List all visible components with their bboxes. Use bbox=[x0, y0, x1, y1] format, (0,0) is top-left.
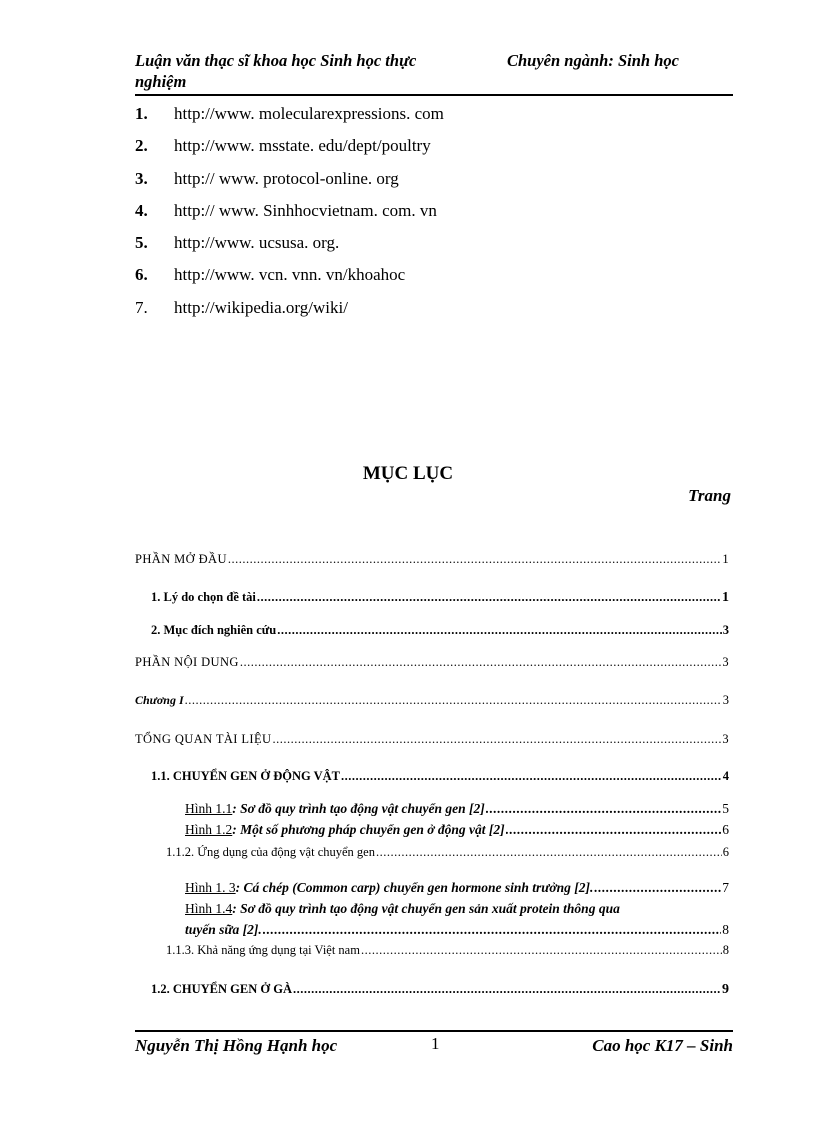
figure-key: Hình 1.4 bbox=[185, 901, 233, 916]
toc-figure-entry bbox=[185, 801, 729, 817]
reference-item bbox=[135, 168, 695, 200]
reference-url: http://www. vcn. vnn. vn/khoahoc bbox=[174, 265, 406, 285]
toc-figure-entry-first-line bbox=[185, 901, 620, 917]
page-header bbox=[135, 50, 733, 96]
toc-entry-page: 8 bbox=[722, 943, 729, 957]
reference-url: http://www. molecularexpressions. com bbox=[174, 104, 444, 123]
toc-entry-page: 1 bbox=[722, 552, 729, 566]
reference-item bbox=[135, 103, 695, 135]
reference-list bbox=[135, 103, 695, 329]
toc-entry bbox=[135, 552, 729, 567]
toc-entry-label: : Cá chép (Common carp) chuyển gen hormone sinh trưởng [2]. bbox=[235, 880, 594, 895]
page-footer bbox=[135, 1035, 733, 1080]
toc-leader bbox=[293, 982, 721, 997]
reference-url: http://www. ucsusa. org. bbox=[174, 233, 340, 253]
toc-figure-entry bbox=[185, 822, 729, 838]
figure-key: Hình 1.2 bbox=[185, 822, 233, 837]
toc-leader bbox=[277, 623, 722, 638]
toc-entry-page: 1 bbox=[722, 590, 729, 605]
toc-leader bbox=[594, 880, 721, 896]
reference-item bbox=[135, 135, 695, 167]
figure-key: Hình 1. 3 bbox=[185, 880, 236, 895]
header-rule bbox=[135, 94, 733, 96]
toc-entry bbox=[166, 943, 729, 958]
toc-entry bbox=[135, 655, 729, 670]
toc-leader bbox=[228, 552, 721, 567]
toc-entry-label: : Một số phương pháp chuyển gen ở động vật [2] bbox=[232, 822, 505, 837]
reference-item bbox=[135, 264, 695, 296]
toc-figure-entry bbox=[185, 880, 729, 896]
toc-entry bbox=[151, 590, 729, 606]
reference-url: http:// www. protocol-online. org bbox=[174, 168, 399, 188]
toc-entry-page: 9 bbox=[722, 982, 729, 997]
header-specialty: Chuyên ngành: Sinh học bbox=[507, 51, 679, 70]
toc-title: MỤC LỤC bbox=[362, 463, 454, 484]
toc-entry-page: 3 bbox=[722, 655, 729, 669]
toc-leader bbox=[272, 732, 721, 747]
toc-leader bbox=[257, 590, 721, 605]
toc-entry-label: 1. Lý do chọn đề tài bbox=[151, 590, 256, 604]
toc-entry-page: 4 bbox=[722, 769, 729, 783]
reference-item bbox=[135, 297, 695, 329]
toc-entry bbox=[135, 693, 729, 708]
toc-entry-label: 1.2. CHUYỂN GEN Ở GÀ bbox=[151, 982, 292, 996]
toc-entry-label: TỔNG QUAN TÀI LIỆU bbox=[135, 732, 272, 746]
toc-entry bbox=[151, 769, 729, 784]
footer-author: Nguyễn Thị Hồng Hạnh học bbox=[135, 1036, 338, 1055]
toc-entry-page: 8 bbox=[722, 922, 729, 937]
reference-number: 3. bbox=[135, 168, 148, 188]
reference-url: http://www. msstate. edu/dept/poultry bbox=[174, 136, 431, 156]
reference-item bbox=[135, 200, 695, 232]
toc-entry bbox=[151, 982, 729, 998]
toc-entry-page: 7 bbox=[722, 880, 729, 895]
reference-item bbox=[135, 232, 695, 264]
toc-entry-page: 3 bbox=[722, 623, 729, 637]
toc-leader bbox=[263, 922, 722, 938]
reference-url: http://wikipedia.org/wiki/ bbox=[174, 297, 348, 317]
toc-figure-entry-continuation bbox=[185, 922, 729, 938]
toc-page-column-header: Trang bbox=[688, 486, 731, 505]
toc-entry-label: 1.1. CHUYỂN GEN Ở ĐỘNG VẬT bbox=[151, 769, 341, 783]
toc-entry-page: 5 bbox=[722, 801, 729, 816]
toc-entry-page: 3 bbox=[722, 693, 729, 707]
toc-leader bbox=[506, 822, 722, 838]
reference-number: 6. bbox=[135, 265, 148, 285]
toc-entry bbox=[135, 732, 729, 747]
toc-leader bbox=[341, 769, 722, 784]
toc-entry-label-continued: tuyến sữa [2]. bbox=[185, 922, 262, 937]
toc-entry-label: 1.1.3. Khả năng ứng dụng tại Việt nam bbox=[166, 943, 360, 957]
toc-entry-label: : Sơ đồ quy trình tạo động vật chuyển gen [2] bbox=[232, 801, 485, 816]
figure-key: Hình 1.1 bbox=[185, 801, 233, 816]
reference-number: 2. bbox=[135, 136, 148, 156]
toc-entry-label: 2. Mục đích nghiên cứu bbox=[151, 623, 277, 637]
reference-number: 4. bbox=[135, 200, 148, 220]
header-thesis-title: Luận văn thạc sĩ khoa học Sinh học thực nghiệm bbox=[135, 51, 417, 91]
reference-url: http:// www. Sinhhocvietnam. com. vn bbox=[174, 200, 437, 220]
toc-entry-page: 6 bbox=[722, 822, 729, 837]
toc-entry-label: PHẦN NỘI DUNG bbox=[135, 655, 239, 669]
toc-entry-page: 6 bbox=[722, 845, 729, 859]
toc-leader bbox=[240, 655, 722, 670]
toc-leader bbox=[486, 801, 721, 817]
toc-entry-label: 1.1.2. Ứng dụng của động vật chuyển gen bbox=[166, 845, 375, 859]
footer-rule bbox=[135, 1030, 733, 1032]
toc-entry-label: : Sơ đồ quy trình tạo động vật chuyển gen sản xuất protein thông qua bbox=[232, 901, 620, 916]
toc-entry-label: PHẦN MỞ ĐẦU bbox=[135, 552, 227, 566]
toc-entry bbox=[166, 845, 729, 860]
toc-leader bbox=[185, 693, 722, 708]
toc-entry-label: Chương I bbox=[135, 693, 184, 707]
reference-number: 1. bbox=[135, 104, 148, 123]
toc-leader bbox=[376, 845, 722, 860]
page-number: 1 bbox=[431, 1034, 440, 1053]
toc-entry-page: 3 bbox=[722, 732, 729, 746]
toc-leader bbox=[361, 943, 722, 958]
reference-number: 5. bbox=[135, 233, 148, 253]
reference-number: 7. bbox=[135, 297, 148, 317]
toc-entry bbox=[151, 623, 729, 638]
footer-program: Cao học K17 – Sinh bbox=[592, 1036, 733, 1055]
